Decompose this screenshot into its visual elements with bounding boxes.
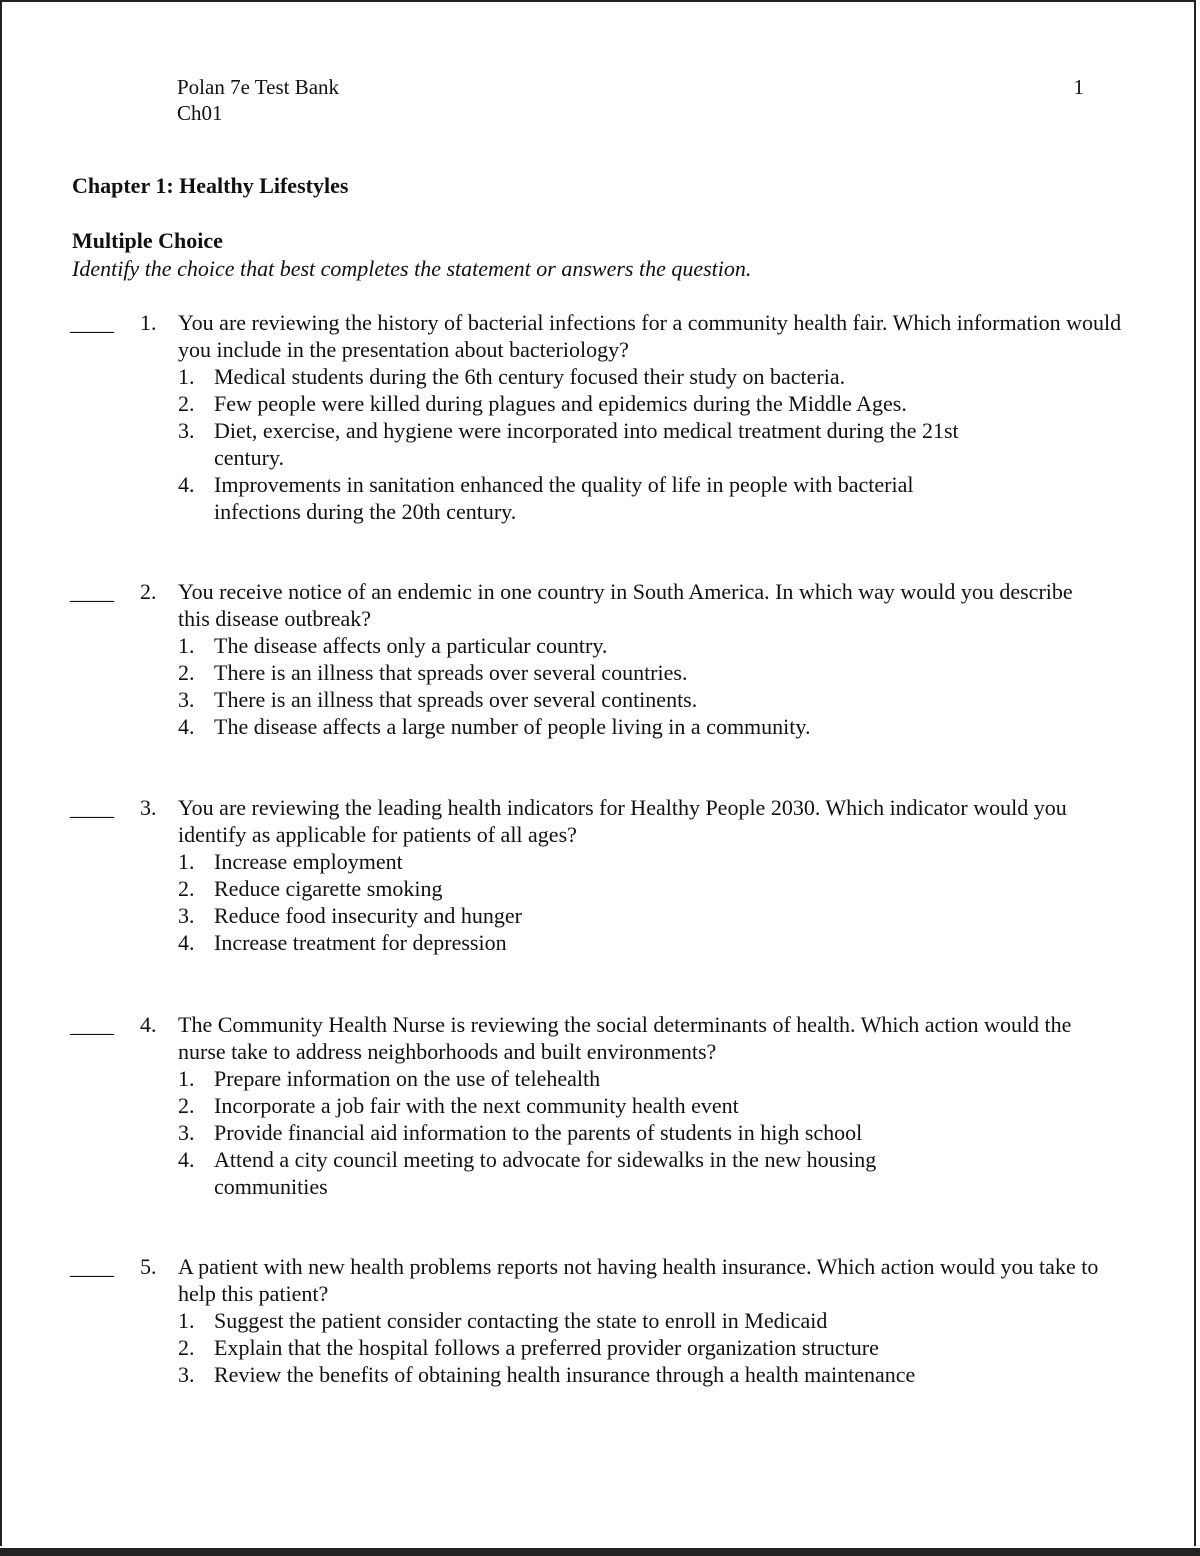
option-number: 4.: [178, 714, 195, 739]
option-text: Few people were killed during plagues and epidemics during the Middle Ages.: [214, 391, 907, 416]
question-number: 5.: [140, 1254, 157, 1279]
option-text: Incorporate a job fair with the next community health event: [214, 1093, 739, 1118]
question-body: [178, 309, 1138, 525]
answer-option[interactable]: [178, 659, 1138, 686]
answer-option[interactable]: [178, 875, 1138, 902]
answer-option[interactable]: [178, 1065, 1004, 1092]
option-text: Prepare information on the use of telehealth: [214, 1066, 601, 1091]
chapter-title: Chapter 1: Healthy Lifestyles: [72, 173, 349, 198]
option-number: 4.: [178, 1147, 195, 1172]
option-text: Increase employment: [214, 849, 403, 874]
question-body: [178, 1011, 1138, 1200]
option-text: Explain that the hospital follows a preferred provider organization structure: [214, 1335, 879, 1360]
option-text: Diet, exercise, and hygiene were incorporated into medical treatment during the 21st century.: [214, 418, 959, 470]
answer-option[interactable]: [178, 363, 1004, 390]
option-text: Review the benefits of obtaining health insurance through a health maintenance: [214, 1362, 916, 1387]
answer-option[interactable]: [178, 929, 1138, 956]
question-body: [178, 1253, 1138, 1388]
answer-option[interactable]: [178, 713, 1138, 740]
answer-option[interactable]: [178, 686, 1138, 713]
answer-option[interactable]: [178, 1092, 1004, 1119]
running-header: [177, 74, 339, 126]
answer-options: [178, 1307, 1138, 1388]
header-title: Polan 7e Test Bank: [177, 75, 340, 99]
answer-option[interactable]: [178, 1146, 974, 1200]
option-number: 1.: [178, 364, 195, 389]
option-number: 2.: [178, 391, 195, 416]
option-text: Reduce cigarette smoking: [214, 876, 443, 901]
answer-option[interactable]: [178, 1361, 1014, 1388]
option-text: There is an illness that spreads over several countries.: [214, 660, 688, 685]
option-text: Provide financial aid information to the parents of students in high school: [214, 1120, 863, 1145]
option-text: There is an illness that spreads over several continents.: [214, 687, 698, 712]
answer-options: [178, 363, 1138, 525]
answer-blank[interactable]: ____: [70, 310, 114, 335]
question-body: [178, 578, 1138, 740]
option-text: The disease affects only a particular country.: [214, 633, 608, 658]
header-chapter-code: Ch01: [177, 101, 223, 125]
option-number: 2.: [178, 1335, 195, 1360]
option-number: 1.: [178, 1066, 195, 1091]
answer-option[interactable]: [178, 390, 1004, 417]
question-stem: You receive notice of an endemic in one country in South America. In which way would you describe this disease outbreak?: [178, 579, 1073, 631]
question-stem: The Community Health Nurse is reviewing the social determinants of health. Which action would the nurse take to address neighborhoods and built environments?: [178, 1012, 1072, 1064]
option-number: 3.: [178, 687, 195, 712]
question-stem: You are reviewing the leading health indicators for Healthy People 2030. Which indicator would you identify as applicable for patients of all ages?: [178, 795, 1067, 847]
section-title: Multiple Choice: [72, 228, 223, 253]
answer-option[interactable]: [178, 848, 1138, 875]
page-number: 1: [1073, 75, 1084, 99]
answer-blank[interactable]: ____: [70, 1012, 114, 1037]
answer-options: [178, 1065, 1138, 1200]
question-number: 4.: [140, 1012, 157, 1037]
option-number: 1.: [178, 849, 195, 874]
question-stem: A patient with new health problems reports not having health insurance. Which action would you take to help this patient?: [178, 1254, 1099, 1306]
option-number: 3.: [178, 1362, 195, 1387]
answer-blank[interactable]: ____: [70, 1254, 114, 1279]
option-number: 4.: [178, 930, 195, 955]
answer-option[interactable]: [178, 902, 1138, 929]
answer-option[interactable]: [178, 632, 1138, 659]
option-number: 3.: [178, 1120, 195, 1145]
question-stem: You are reviewing the history of bacterial infections for a community health fair. Which information would you include in the presentation about bacteriology?: [178, 310, 1122, 362]
option-text: Reduce food insecurity and hunger: [214, 903, 522, 928]
answer-blank[interactable]: ____: [70, 579, 114, 604]
answer-option[interactable]: [178, 1119, 1004, 1146]
page-bottom-edge: [0, 1548, 1200, 1556]
option-number: 2.: [178, 660, 195, 685]
option-text: Increase treatment for depression: [214, 930, 507, 955]
question-number: 2.: [140, 579, 157, 604]
option-number: 2.: [178, 876, 195, 901]
option-text: The disease affects a large number of people living in a community.: [214, 714, 811, 739]
question-body: [178, 794, 1138, 956]
option-number: 1.: [178, 1308, 195, 1333]
option-number: 3.: [178, 903, 195, 928]
question-number: 3.: [140, 795, 157, 820]
answer-blank[interactable]: ____: [70, 795, 114, 820]
answer-options: [178, 632, 1138, 740]
option-number: 3.: [178, 418, 195, 443]
option-text: Suggest the patient consider contacting the state to enroll in Medicaid: [214, 1308, 828, 1333]
answer-options: [178, 848, 1138, 956]
option-number: 1.: [178, 633, 195, 658]
option-text: Attend a city council meeting to advocate for sidewalks in the new housing communities: [214, 1147, 877, 1199]
answer-option[interactable]: [178, 471, 1004, 525]
option-number: 2.: [178, 1093, 195, 1118]
option-text: Improvements in sanitation enhanced the quality of life in people with bacterial infections during the 20th century.: [214, 472, 914, 524]
option-number: 4.: [178, 472, 195, 497]
section-instructions: Identify the choice that best completes the statement or answers the question.: [72, 256, 752, 281]
question-number: 1.: [140, 310, 157, 335]
answer-option[interactable]: [178, 1307, 1014, 1334]
answer-option[interactable]: [178, 1334, 1014, 1361]
option-text: Medical students during the 6th century focused their study on bacteria.: [214, 364, 846, 389]
answer-option[interactable]: [178, 417, 1004, 471]
